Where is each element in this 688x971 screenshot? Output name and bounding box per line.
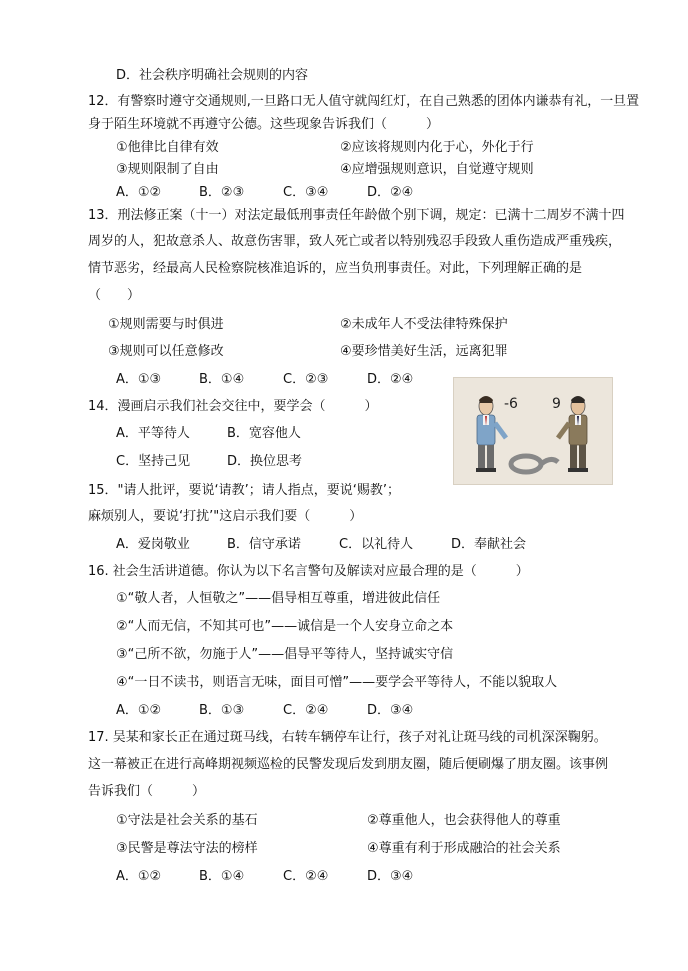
q12-statement-1: ①他律比自律有效 (116, 140, 219, 155)
q14-choice-d: D．换位思考 (227, 454, 303, 469)
q13-stem-line2: 周岁的人，犯故意杀人、故意伤害罪，致人死亡或者以特别残忍手段致人重伤造成严重残疾， (88, 234, 622, 249)
right-speech-number: 9 (552, 396, 561, 412)
q12-statement-4: ④应增强规则意识，自觉遵守规则 (340, 162, 534, 177)
ground-numeral-figure (511, 456, 558, 472)
q11-option-d: D．社会秩序明确社会规则的内容 (116, 68, 309, 83)
q13-statement-1: ①规则需要与时俱进 (108, 317, 224, 332)
q13-stem-line3: 情节恶劣，经最高人民检察院核准追诉的，应当负刑事责任。对此，下列理解正确的是 (88, 261, 583, 276)
q12-stem-line1: 12．有警察时遵守交通规则,一旦路口无人值守就闯红灯，在自己熟悉的团体内谦恭有礼，一旦置 (88, 94, 640, 109)
q17-statement-2: ②尊重他人，也会获得他人的尊重 (367, 813, 561, 828)
q16-choice-b: B．①③ (199, 703, 245, 718)
q17-statement-4: ④尊重有利于形成融洽的社会关系 (367, 841, 561, 856)
q16-stem: 16. 社会生活讲道德。你认为以下名言警句及解读对应最合理的是（ ） (88, 564, 529, 579)
q14-choice-a: A．平等待人 (116, 426, 190, 441)
q13-stem-line1: 13．刑法修正案（十一）对法定最低刑事责任年龄做个别下调，规定：已满十二周岁不满十四 (88, 208, 625, 223)
q17-choice-d: D．③④ (367, 869, 414, 884)
q12-choice-b: B．②③ (199, 185, 245, 200)
q16-statement-4: ④“一日不读书，则语言无味，面目可憎”——要学会平等待人，不能以貌取人 (116, 675, 558, 690)
q13-stem-line4: （ ） (88, 288, 141, 303)
q14-choice-c: C．坚持己见 (116, 454, 191, 469)
q12-statement-3: ③规则限制了自由 (116, 162, 219, 177)
q13-choice-a: A．①③ (116, 372, 162, 387)
right-person-figure (558, 396, 588, 472)
q17-statement-3: ③民警是尊法守法的榜样 (116, 841, 258, 856)
q16-statement-1: ①“敬人者，人恒敬之”——倡导相互尊重，增进彼此信任 (116, 591, 441, 606)
q14-cartoon (453, 377, 613, 485)
q17-choice-c: C．②④ (283, 869, 329, 884)
q16-choice-c: C．②④ (283, 703, 329, 718)
q17-statement-1: ①守法是社会关系的基石 (116, 813, 258, 828)
cartoon-drawing (454, 378, 612, 484)
q17-stem-line2: 这一幕被正在进行高峰期视频巡检的民警发现后发到朋友圈，随后便刷爆了朋友圈。该事例 (88, 757, 609, 772)
q13-statement-4: ④要珍惜美好生活，远离犯罪 (340, 344, 508, 359)
q15-choice-a: A．爱岗敬业 (116, 537, 190, 552)
left-person-figure (476, 396, 506, 472)
q12-statement-2: ②应该将规则内化于心，外化于行 (340, 140, 534, 155)
q15-choice-b: B．信守承诺 (227, 537, 301, 552)
q15-stem-line1: 15．"请人批评，要说‘请教’；请人指点，要说‘赐教’； (88, 483, 401, 498)
q12-choice-c: C．③④ (283, 185, 329, 200)
q15-stem-line2: 麻烦别人，要说‘打扰’"这启示我们要（ ） (88, 509, 363, 524)
q17-stem-line3: 告诉我们（ ） (88, 784, 206, 799)
q13-choice-b: B．①④ (199, 372, 245, 387)
q12-stem-line2: 身于陌生环境就不再遵守公德。这些现象告诉我们（ ） (88, 117, 440, 132)
q16-choice-a: A．①② (116, 703, 162, 718)
q13-choice-d: D．②④ (367, 372, 414, 387)
q12-choice-a: A．①② (116, 185, 162, 200)
q13-choice-c: C．②③ (283, 372, 329, 387)
q14-choice-b: B．宽容他人 (227, 426, 301, 441)
q12-choice-d: D．②④ (367, 185, 414, 200)
q17-stem-line1: 17. 吴某和家长正在通过斑马线，右转车辆停车让行，孩子对礼让斑马线的司机深深鞠躬。 (88, 730, 607, 745)
left-speech-number: -6 (504, 396, 518, 412)
q13-statement-3: ③规则可以任意修改 (108, 344, 224, 359)
q15-choice-d: D．奉献社会 (451, 537, 527, 552)
q17-choice-a: A．①② (116, 869, 162, 884)
q16-statement-2: ②“人而无信，不知其可也”——诚信是一个人安身立命之本 (116, 619, 454, 634)
q14-stem: 14．漫画启示我们社会交往中，要学会（ ） (88, 399, 378, 414)
q16-choice-d: D．③④ (367, 703, 414, 718)
q13-statement-2: ②未成年人不受法律特殊保护 (340, 317, 508, 332)
q17-choice-b: B．①④ (199, 869, 245, 884)
q15-choice-c: C．以礼待人 (339, 537, 414, 552)
q16-statement-3: ③“己所不欲，勿施于人”——倡导平等待人，坚持诚实守信 (116, 647, 454, 662)
